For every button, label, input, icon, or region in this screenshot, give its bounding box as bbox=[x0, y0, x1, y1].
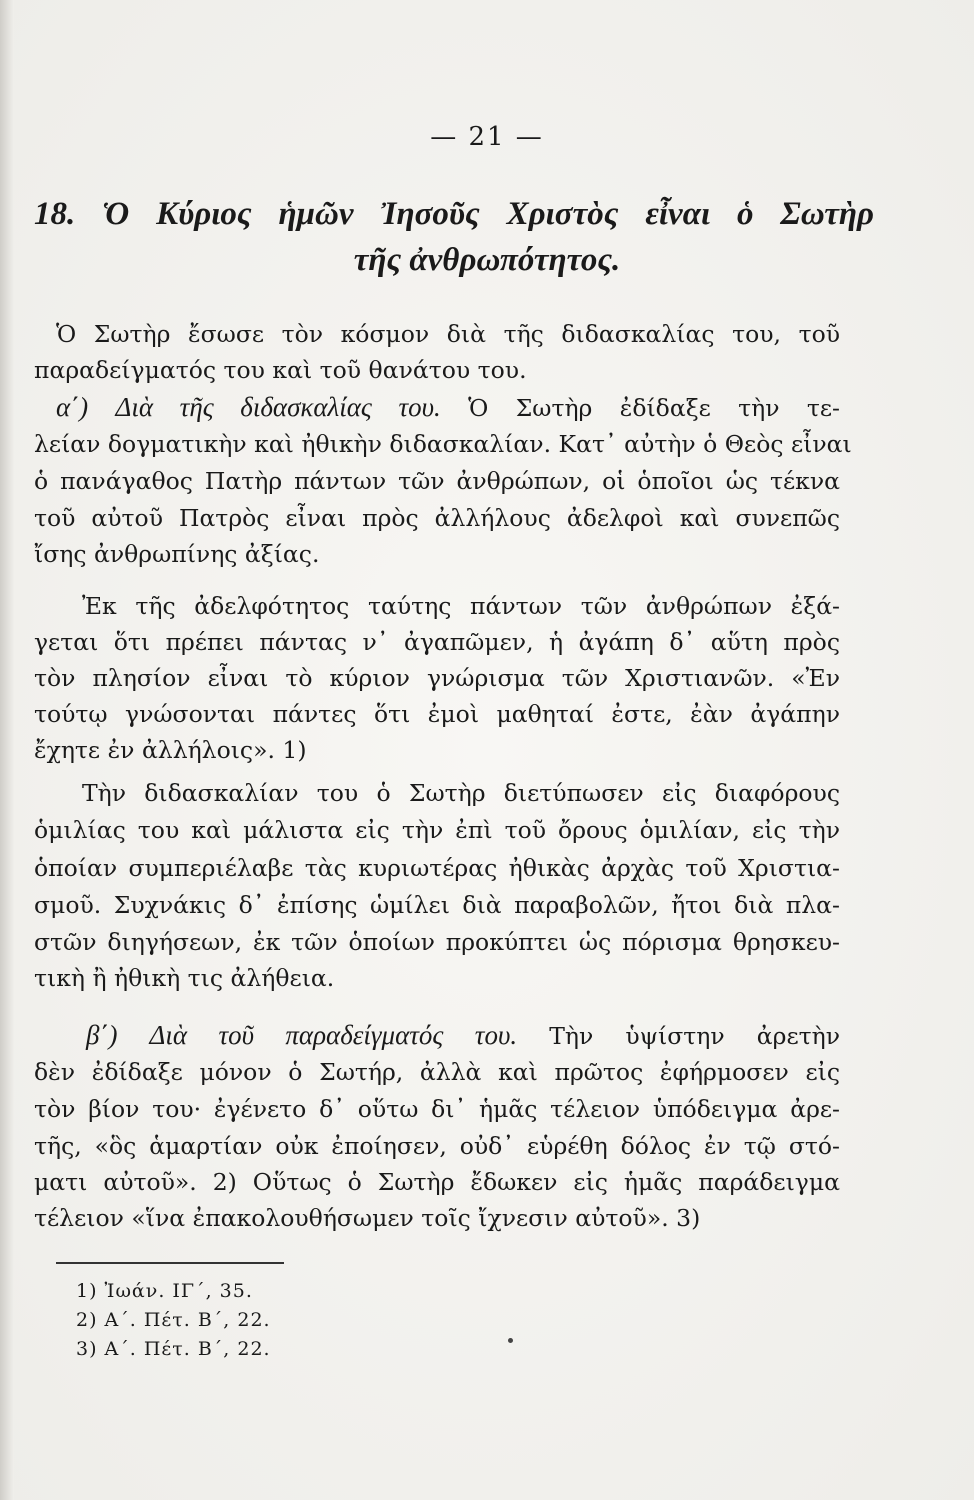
chapter-title-line-1: 18. Ὁ Κύριος ἡμῶν Ἰησοῦς Χριστὸς εἶναι ὁ Σωτὴρ bbox=[34, 196, 874, 232]
footnote: 2) Α΄. Πέτ. Β΄, 22. bbox=[76, 1309, 271, 1331]
body-line: τέλειον «ἵνα ἐπακολουθήσωμεν τοῖς ἴχνεσιν αὐτοῦ». 3) bbox=[34, 1204, 701, 1232]
section-b-marker: β΄) bbox=[86, 1020, 118, 1050]
section-a-line-rest: Ὁ Σωτὴρ ἐδίδαξε τὴν τε- bbox=[440, 394, 840, 422]
section-a-heading: Διὰ τῆς διδασκαλίας του. bbox=[115, 392, 441, 422]
footnote: 1) Ἰωάν. ΙΓ΄, 35. bbox=[76, 1280, 253, 1302]
body-line: τοῦ αὐτοῦ Πατρὸς εἶναι πρὸς ἀλλήλους ἀδελφοὶ καὶ συνεπῶς bbox=[34, 504, 840, 532]
body-line: στῶν διηγήσεων, ἐκ τῶν ὁποίων προκύπτει ὡς πόρισμα θρησκευ- bbox=[34, 928, 840, 956]
page-number: — 21 — bbox=[430, 122, 544, 152]
section-a-marker: α΄) bbox=[56, 392, 89, 422]
footnote-divider bbox=[56, 1262, 284, 1264]
body-line: ὁμιλίας του καὶ μάλιστα εἰς τὴν ἐπὶ τοῦ ὄρους ὁμιλίαν, εἰς τὴν bbox=[34, 816, 840, 844]
body-line: λείαν δογματικὴν καὶ ἠθικὴν διδασκαλίαν. Κατ᾿ αὐτὴν ὁ Θεὸς εἶναι bbox=[34, 430, 852, 458]
body-line: σμοῦ. Συχνάκις δ᾿ ἐπίσης ὡμίλει διὰ παραβολῶν, ἤτοι διὰ πλα- bbox=[34, 891, 840, 919]
body-line: παραδείγματός του καὶ τοῦ θανάτου του. bbox=[34, 356, 527, 384]
body-line: Ὁ Σωτὴρ ἔσωσε τὸν κόσμον διὰ τῆς διδασκαλίας του, τοῦ bbox=[56, 320, 840, 348]
page-gutter bbox=[0, 0, 14, 1500]
body-line: τικὴ ἢ ἠθικὴ τις ἀλήθεια. bbox=[34, 964, 335, 992]
body-line: Ἐκ τῆς ἀδελφότητος ταύτης πάντων τῶν ἀνθρώπων ἐξά- bbox=[82, 592, 840, 620]
chapter-title-line-2: τῆς ἀνθρωπότητος. bbox=[353, 242, 621, 278]
body-line: γεται ὅτι πρέπει πάντας ν᾿ ἀγαπῶμεν, ἡ ἀγάπη δ᾿ αὕτη πρὸς bbox=[34, 628, 840, 656]
ink-speck bbox=[508, 1338, 513, 1343]
body-line: τὸν πλησίον εἶναι τὸ κύριον γνώρισμα τῶν Χριστιανῶν. «Ἐν bbox=[34, 664, 840, 692]
section-b-first-line bbox=[86, 1020, 840, 1051]
body-line: τὸν βίον του· ἐγένετο δ᾿ οὕτω δι᾿ ἡμᾶς τέλειον ὑπόδειγμα ἀρε- bbox=[34, 1095, 840, 1123]
section-a-first-line bbox=[56, 392, 840, 423]
section-b-heading: Διὰ τοῦ παραδείγματός του. bbox=[149, 1020, 518, 1050]
body-line: ὁ πανάγαθος Πατὴρ πάντων τῶν ἀνθρώπων, οἱ ὁποῖοι ὡς τέκνα bbox=[34, 467, 840, 495]
body-line: τούτῳ γνώσονται πάντες ὅτι ἐμοὶ μαθηταί ἐστε, ἐὰν ἀγάπην bbox=[34, 700, 840, 728]
body-line: ἴσης ἀνθρωπίνης ἀξίας. bbox=[34, 540, 320, 568]
body-line: τῆς, «ὃς ἁμαρτίαν οὐκ ἐποίησεν, οὐδ᾿ εὑρέθη δόλος ἐν τῷ στό- bbox=[34, 1132, 840, 1160]
body-line: ματι αὐτοῦ». 2) Οὕτως ὁ Σωτὴρ ἔδωκεν εἰς ἡμᾶς παράδειγμα bbox=[34, 1168, 840, 1196]
body-line: δὲν ἐδίδαξε μόνον ὁ Σωτήρ, ἀλλὰ καὶ πρῶτος ἐφήρμοσεν εἰς bbox=[34, 1058, 840, 1086]
body-line: Τὴν διδασκαλίαν του ὁ Σωτὴρ διετύπωσεν εἰς διαφόρους bbox=[82, 779, 840, 807]
body-line: ὁποίαν συμπεριέλαβε τὰς κυριωτέρας ἠθικὰς ἀρχὰς τοῦ Χριστια- bbox=[34, 854, 840, 882]
body-line: ἔχητε ἐν ἀλλήλοις». 1) bbox=[34, 736, 307, 764]
section-b-line-rest: Τὴν ὑψίστην ἀρετὴν bbox=[517, 1022, 840, 1050]
footnote: 3) Α΄. Πέτ. Β΄, 22. bbox=[76, 1338, 271, 1360]
